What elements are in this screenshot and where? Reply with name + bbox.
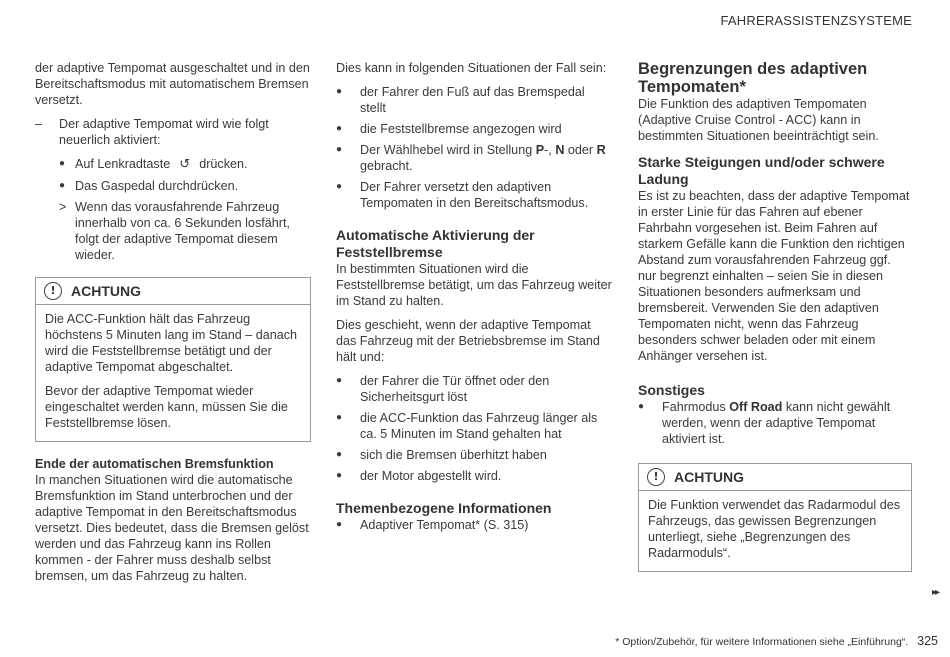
gear-or: oder	[567, 143, 594, 157]
list-item-text: die Feststellbremse angezogen wird	[360, 122, 562, 136]
warning-body	[639, 491, 911, 571]
bullet-marker: ●	[336, 86, 343, 97]
col3-intro: Die Funktion des adaptiven Tempomaten (Adaptive Cruise Control - ACC) kann in bestimmten Situationen beeinträchtigt sein.	[638, 97, 879, 143]
misc-heading: Sonstiges	[638, 382, 705, 398]
related-item[interactable]	[336, 517, 612, 533]
ende-heading: Ende der automatischen Bremsfunktion	[35, 457, 274, 471]
list-item	[336, 142, 612, 174]
list-item-text: sich die Bremsen überhitzt haben	[360, 448, 547, 462]
gear-sep: -,	[544, 143, 552, 157]
bullet-marker: ●	[638, 401, 645, 412]
step1-pre: Auf Lenkradtaste	[75, 157, 171, 171]
bullet-marker: ●	[336, 181, 343, 192]
col2-intro: Dies kann in folgenden Situationen der Fall sein:	[336, 61, 607, 75]
bullet-marker: ●	[336, 144, 343, 155]
ende-text: In manchen Situationen wird die automatische Bremsfunktion im Stand unterbrochen und der adaptive Tempomat in den Bereitschaftsmodus versetzt. Dies bedeutet, dass die Bremsen gelöst werden und das Fahrzeug kann ins Rollen kommen - der Fahrer muss deshalb selbst bremsen, um das Fahrzeug zu halten.	[35, 473, 309, 583]
bullet-marker: ●	[336, 123, 343, 134]
footer	[615, 634, 938, 648]
page-number: 325	[917, 634, 938, 648]
bullet-marker: ●	[336, 375, 343, 386]
gear-text-post: gebracht.	[360, 159, 413, 173]
auto-heading: Automatische Aktivierung der Feststellbremse	[336, 227, 535, 260]
list-item-text: die ACC-Funktion das Fahrzeug länger als ca. 5 Minuten im Stand gehalten hat	[360, 411, 598, 441]
auto-paragraph: Dies geschieht, wenn der adaptive Tempomat das Fahrzeug mit der Betriebsbremse im Stand hält und:	[336, 318, 600, 364]
rotate-arrow-icon: ↺	[179, 157, 191, 172]
warning-paragraph: Bevor der adaptive Tempomat wieder eingeschaltet werden kann, müssen Sie die Feststellbremse lösen.	[45, 384, 288, 430]
continue-arrows-icon: ▸▸	[931, 587, 938, 598]
misc-pre: Fahrmodus	[662, 400, 726, 414]
list-item	[336, 447, 612, 463]
slope-heading: Starke Steigungen und/oder schwere Ladung	[638, 154, 885, 187]
column-3	[638, 60, 912, 586]
list-item	[638, 399, 912, 447]
list-item	[336, 179, 612, 211]
info-warning-icon: !	[44, 282, 62, 300]
list-item	[336, 468, 612, 484]
col1-intro: der adaptive Tempomat ausgeschaltet und in den Bereitschaftsmodus mit automatischem Bremsen versetzt.	[35, 61, 310, 107]
bullet-marker: ●	[336, 470, 343, 481]
related-heading: Themenbezogene Informationen	[336, 500, 552, 516]
column-2	[336, 60, 612, 538]
list-item	[336, 84, 612, 116]
page-title: Begrenzungen des adaptiven Tempomaten*	[638, 60, 868, 96]
list-item-text: Der Fahrer versetzt den adaptiven Tempomaten in den Bereitschaftsmodus.	[360, 180, 589, 210]
column-1	[35, 60, 311, 592]
warning-body	[36, 305, 310, 441]
gear-r: R	[596, 143, 606, 157]
step1-post: drücken.	[199, 157, 248, 171]
dash-marker: –	[35, 117, 43, 131]
bullet-marker: ●	[336, 412, 343, 423]
reactivation-text: Der adaptive Tempomat wird wie folgt neuerlich aktiviert:	[59, 117, 269, 147]
misc-post: kann nicht gewählt werden, wenn der adaptive Tempomat aktiviert ist.	[662, 400, 891, 446]
list-item-text: der Fahrer die Tür öffnet oder den Sicherheitsgurt löst	[360, 374, 550, 404]
related-link[interactable]: Adaptiver Tempomat* (S. 315)	[360, 518, 529, 532]
reactivation-item	[35, 116, 311, 148]
bullet-marker: ●	[59, 158, 66, 169]
result-text: Wenn das vorausfahrende Fahrzeug innerhalb von ca. 6 Sekunden losfährt, folgt der adaptive Tempomat diesem wieder.	[75, 200, 290, 262]
warning-header	[639, 464, 911, 491]
info-warning-icon: !	[647, 468, 665, 486]
warning-header	[36, 278, 310, 305]
list-item	[59, 156, 311, 173]
result-item	[59, 199, 311, 263]
list-item	[336, 373, 612, 405]
gear-n: N	[555, 143, 565, 157]
warning-box	[35, 277, 311, 442]
auto-paragraph: In bestimmten Situationen wird die Feststellbremse betätigt, um das Fahrzeug weiter im Stand zu halten.	[336, 262, 612, 308]
slope-text: Es ist zu beachten, dass der adaptive Tempomat in erster Linie für das Fahren auf ebener Fahrbahn vorgesehen ist. Beim Fahren auf starkem Gefälle kann die Funktion den richtigen Abstand zum vorausfahrenden Fahrzeug ggf. nur begrenzt einhalten – seien Sie in diesen Situationen besonders aufmerksam und bremsbereit. Verwenden Sie den adaptiven Tempomaten nicht, wenn das Fahrzeug besonders schwer beladen oder mit einem Anhänger versehen ist.	[638, 189, 910, 363]
reactivation-steps	[59, 156, 311, 263]
bullet-marker: ●	[336, 449, 343, 460]
list-item-text: der Fahrer den Fuß auf das Bremspedal stellt	[360, 85, 585, 115]
footer-note: * Option/Zubehör, für weitere Informationen siehe „Einführung“.	[615, 636, 909, 648]
misc-bold: Off Road	[729, 400, 783, 414]
step2-text: Das Gaspedal durchdrücken.	[75, 179, 239, 193]
list-item	[336, 410, 612, 442]
warning-title: ACHTUNG	[71, 283, 141, 299]
gear-p: P	[535, 143, 545, 157]
warning-title: ACHTUNG	[674, 469, 744, 485]
warning-paragraph: Die ACC-Funktion hält das Fahrzeug höchstens 5 Minuten lang im Stand – danach wird die Feststellbremse betätigt und der adaptive Tempomat abgeschaltet.	[45, 312, 298, 374]
section-header: FAHRERASSISTENZSYSTEME	[720, 13, 912, 28]
list-item	[59, 178, 311, 194]
warning-paragraph: Die Funktion verwendet das Radarmodul des Fahrzeugs, das gewissen Begrenzungen unterliegt, siehe „Begrenzungen des Radarmoduls“.	[648, 498, 901, 560]
list-item	[336, 121, 612, 137]
gear-text-pre: Der Wählhebel wird in Stellung	[360, 143, 533, 157]
list-item-text: der Motor abgestellt wird.	[360, 469, 502, 483]
bullet-marker: ●	[336, 519, 343, 530]
bullet-marker: ●	[59, 180, 66, 191]
warning-box	[638, 463, 912, 572]
arrow-marker: >	[59, 200, 67, 214]
